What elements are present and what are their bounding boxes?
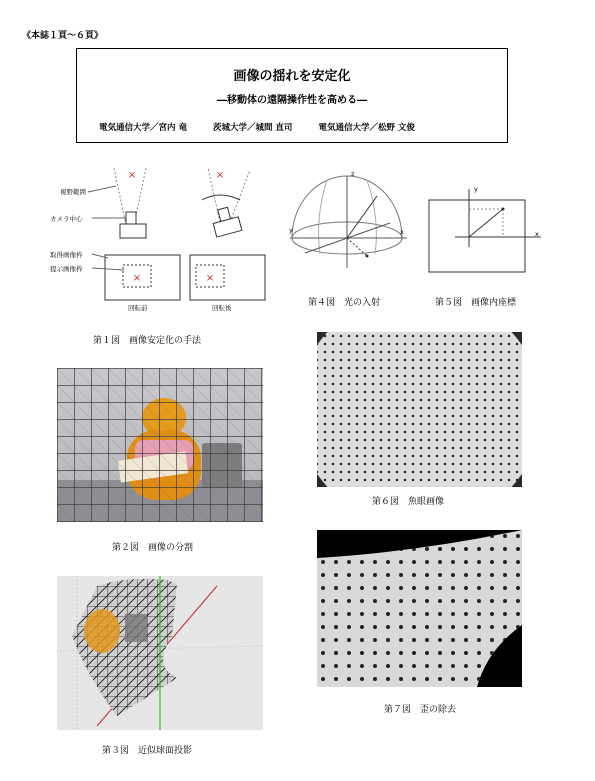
- acquired-frame-left: [105, 255, 180, 300]
- author-2: 茨城大学／城間 直司: [212, 123, 293, 133]
- figure-2-photo: [57, 368, 263, 522]
- label-z-axis: z: [351, 170, 355, 178]
- camera-left: [126, 212, 136, 224]
- label-after-rotation: 回転後: [212, 304, 232, 312]
- target-mark-left-frame: ×: [132, 273, 142, 284]
- mug-projected: [125, 614, 147, 642]
- label-presented-frame: 提示画像枠: [50, 265, 83, 273]
- camera-body-right: [213, 217, 242, 237]
- figure-5-svg: [425, 185, 545, 277]
- title-box: [76, 48, 508, 143]
- author-line: [99, 121, 441, 133]
- bear-projected: [84, 609, 120, 653]
- label-before-rotation: 回転前: [128, 304, 148, 312]
- figure-6-fisheye-image: [317, 332, 522, 487]
- label-acquired-frame: 取得画像枠: [50, 251, 83, 259]
- figure-3-caption: 第３図 近似球面投影: [102, 746, 193, 756]
- figure-7-corrected-image: [317, 530, 522, 687]
- figure-1-diagram: [50, 160, 275, 315]
- label-camera-center: カメラ中心: [50, 215, 83, 223]
- label-view-range: 視野範囲: [60, 188, 86, 196]
- figure-7-caption: 第７図 歪の除去: [384, 705, 457, 715]
- label-x-axis: x: [400, 228, 404, 236]
- article-subtitle: ―移動体の遠隔操作性を高める―: [217, 95, 367, 106]
- figure-2-caption: 第２図 画像の分割: [112, 543, 194, 553]
- figure-5-diagram: [425, 185, 545, 277]
- image-frame: [429, 200, 525, 272]
- figure-3-projection: [57, 576, 263, 730]
- corrected-dot-pattern: [317, 530, 522, 687]
- figure-3-svg: [57, 576, 263, 730]
- figure-4-diagram: [285, 168, 410, 278]
- grid-overlay: [57, 368, 263, 522]
- sphere-mesh: [72, 579, 177, 716]
- acquired-frame-right: [190, 255, 265, 300]
- label-x-axis-5: x: [535, 230, 539, 238]
- label-y-axis-5: y: [474, 185, 478, 193]
- target-mark-right-frame: ×: [205, 273, 215, 284]
- author-3: 電気通信大学／松野 文俊: [318, 123, 415, 133]
- figure-5-caption: 第５図 画像内座標: [435, 298, 517, 308]
- figure-1-svg: [50, 160, 275, 315]
- figure-1-caption: 第１図 画像安定化の手法: [93, 336, 202, 346]
- author-1: 電気通信大学／宮内 竜: [99, 123, 187, 133]
- figure-6-caption: 第６図 魚眼画像: [372, 497, 445, 507]
- label-y-axis: y: [289, 226, 293, 234]
- figure-4-caption: 第４図 光の入射: [308, 298, 381, 308]
- target-mark-left: ×: [127, 170, 137, 181]
- article-title: 画像の揺れを安定化: [233, 69, 351, 84]
- figure-7-svg: [317, 530, 522, 687]
- figure-4-svg: [285, 168, 410, 278]
- camera-body-left: [120, 224, 146, 238]
- page-reference: 《本誌１頁〜６頁》: [22, 31, 104, 41]
- target-mark-right: ×: [215, 170, 225, 181]
- rotation-arrow: [202, 195, 240, 200]
- fisheye-disk: [317, 332, 522, 487]
